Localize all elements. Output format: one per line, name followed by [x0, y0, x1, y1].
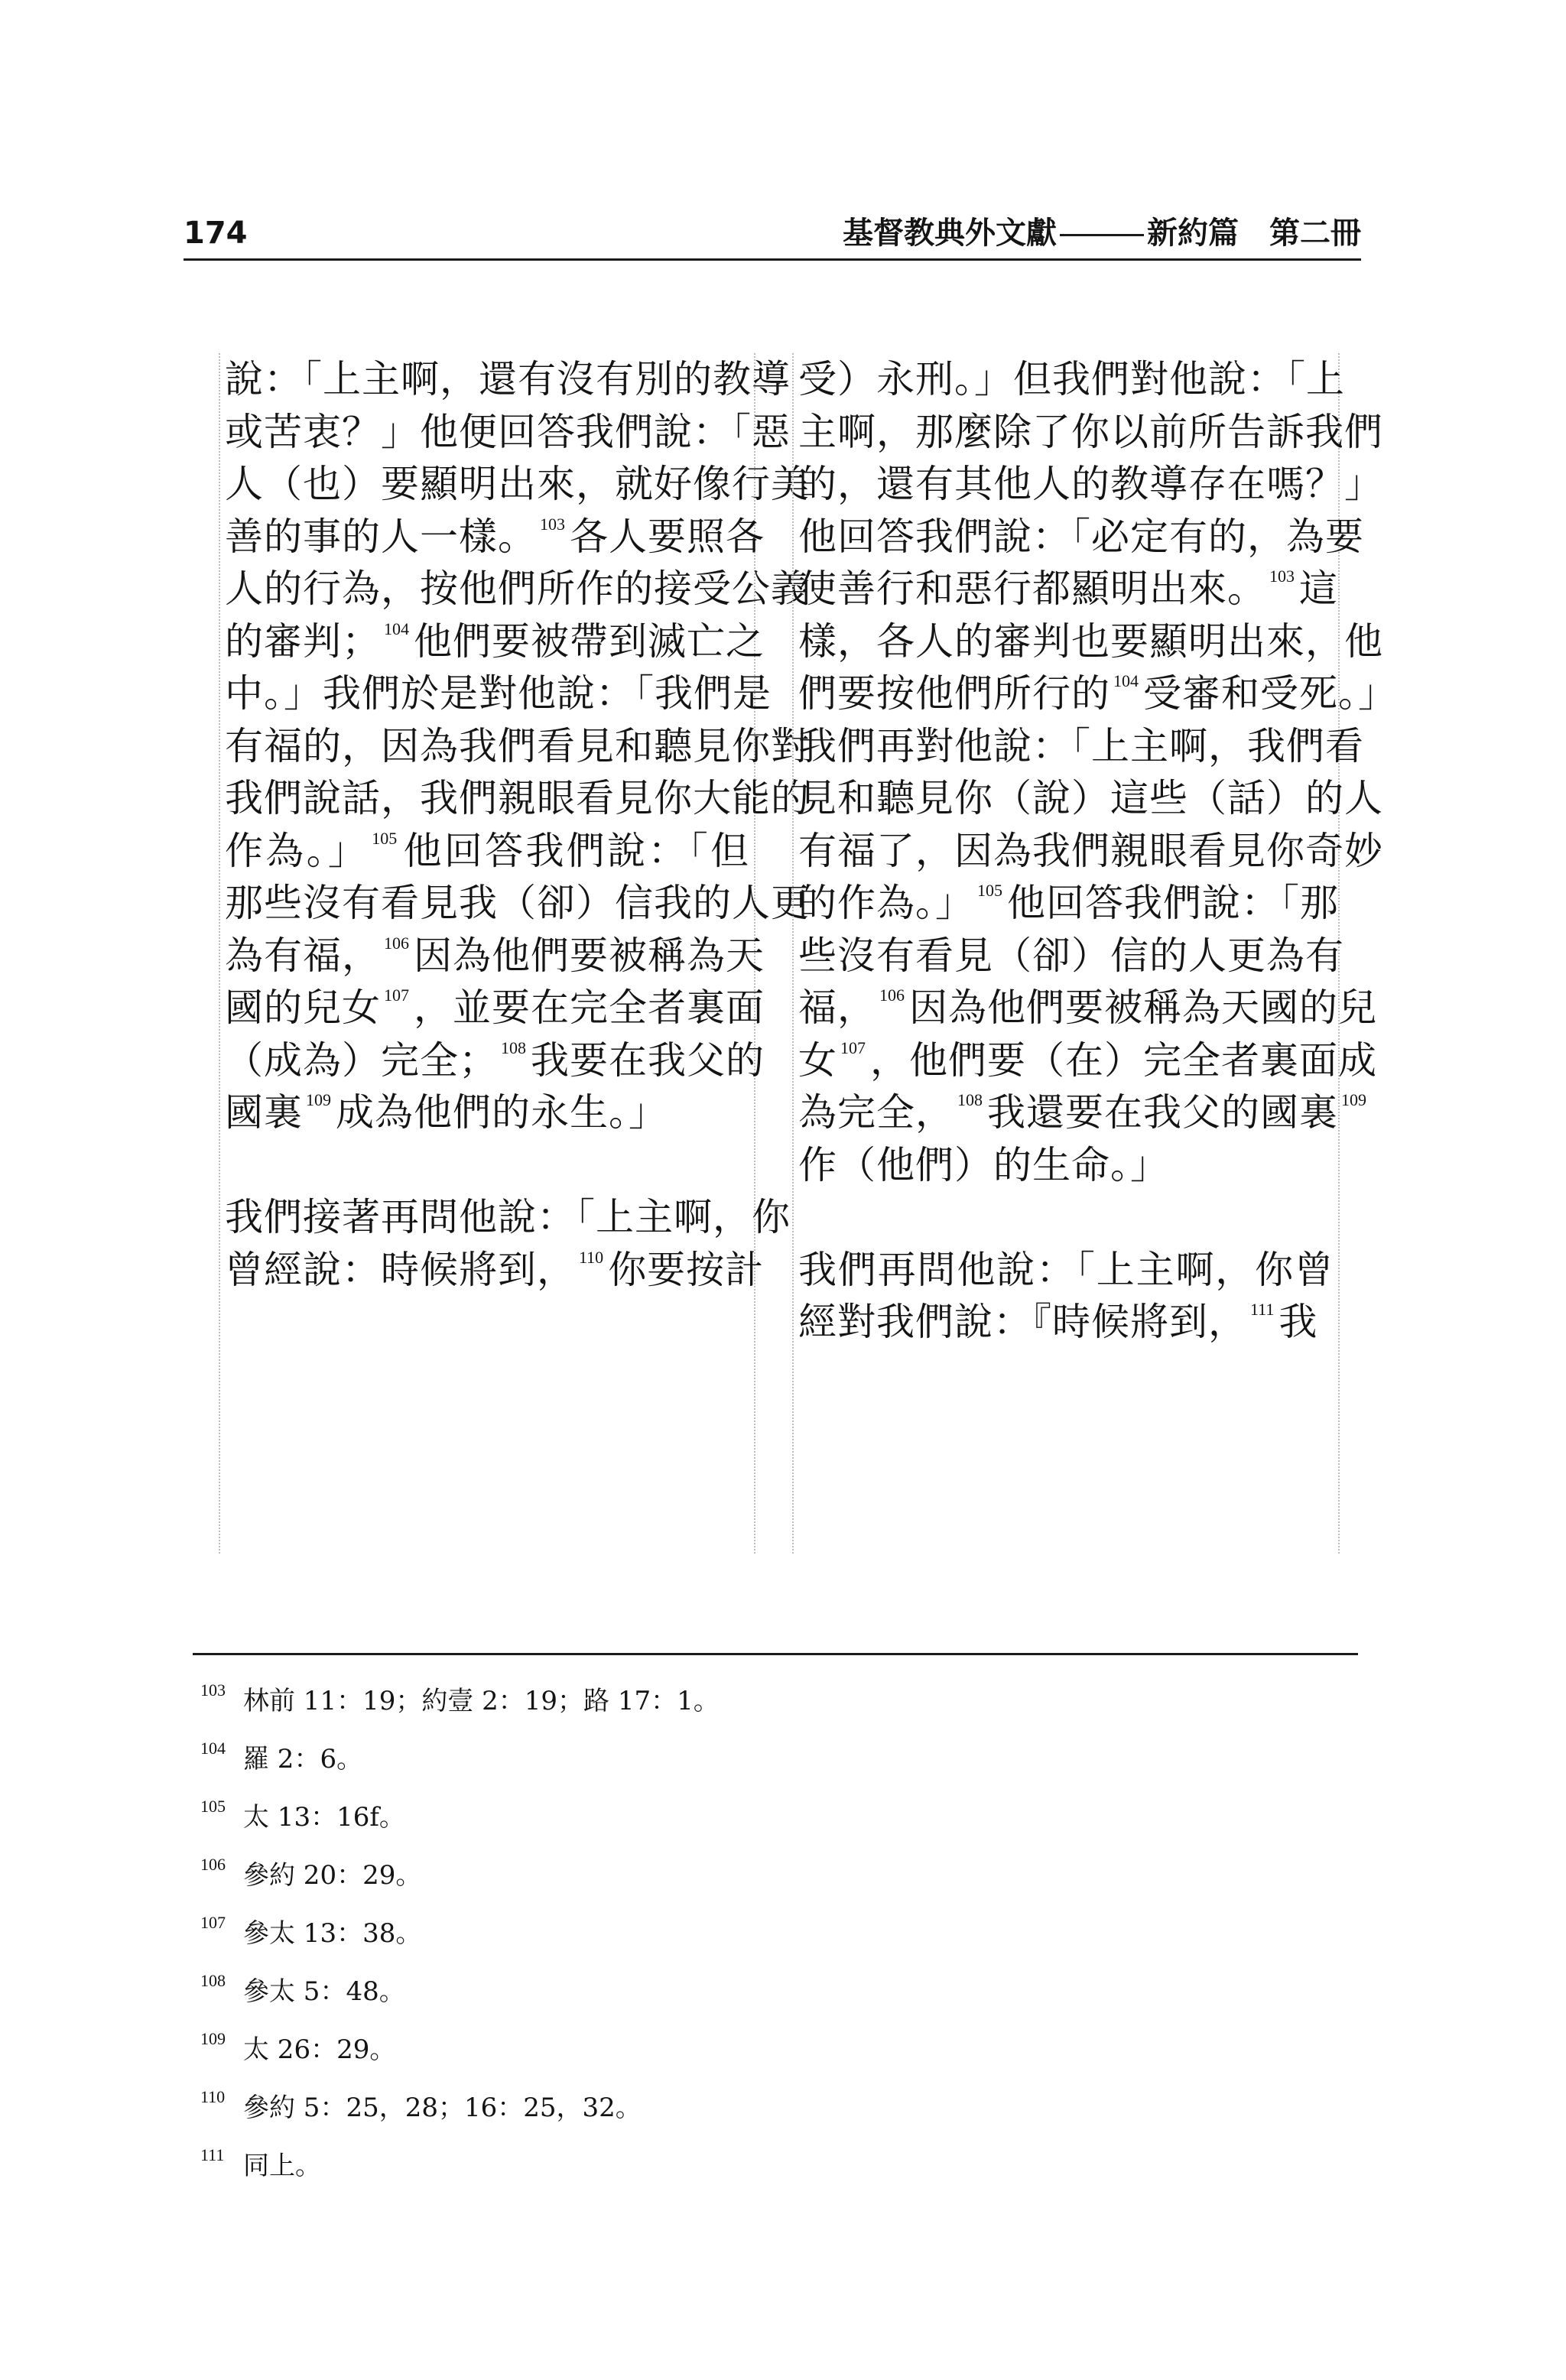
- footnote-ref: 106: [384, 933, 409, 953]
- footnote: [200, 1682, 1332, 1740]
- paragraph: [220, 1191, 791, 1296]
- text-segment: 我: [1278, 1300, 1318, 1344]
- text-line: [798, 1244, 1334, 1297]
- text-line: [225, 1244, 765, 1297]
- footnote: [200, 2031, 1332, 2089]
- text-segment: 人的行為，按他們所作的接受公義: [225, 567, 810, 611]
- footnote-number: 106: [200, 1855, 226, 1874]
- text-segment: （成為）完全；: [225, 1037, 498, 1083]
- text-segment: 曾經說：時候將到，: [225, 1247, 576, 1292]
- footnote-number: 110: [200, 2087, 226, 2106]
- text-line: [798, 406, 1383, 459]
- running-header: [184, 216, 1361, 261]
- footnote-text: 參約 20：29。: [243, 1860, 422, 1891]
- text-segment: ，他們要（在）完全者裏面成: [870, 1037, 1377, 1083]
- footnote-text: 參約 5：25，28；16：25，32。: [243, 2093, 642, 2123]
- text-line: [798, 458, 1383, 511]
- right-text-column: [792, 353, 1397, 1554]
- text-line: [798, 772, 1383, 825]
- text-line: [798, 667, 1397, 720]
- text-line: [225, 615, 765, 668]
- footnote-number: 108: [200, 1971, 226, 1990]
- text-segment: 國裏: [225, 1090, 303, 1135]
- text-line: [225, 772, 810, 825]
- text-line: [798, 1086, 1366, 1139]
- footnote-ref: 104: [384, 619, 409, 638]
- text-segment: 作（他們）的生命。」: [798, 1142, 1169, 1187]
- volume-label: 第二冊: [1269, 216, 1361, 251]
- text-segment: 的作為。」: [798, 881, 974, 925]
- text-line: [225, 1086, 749, 1139]
- text-line: [225, 825, 749, 878]
- footnote-text: 羅 2：6。: [243, 1744, 363, 1774]
- text-segment: 他回答我們說：「但: [401, 828, 750, 873]
- text-segment: 中。」我們於是對他說：「我們是: [225, 671, 772, 716]
- footnote-ref: 111: [1250, 1300, 1275, 1319]
- text-segment: 我要在我父的: [531, 1037, 765, 1083]
- footnote-ref: 108: [957, 1090, 983, 1109]
- footnote-rule: [193, 1653, 1358, 1655]
- text-segment: 受）永刑。」但我們對他說：「上: [798, 357, 1345, 401]
- text-line: [225, 1191, 791, 1244]
- text-segment: 那些沒有看見我（卻）信我的人更: [225, 881, 810, 925]
- paragraph: [220, 353, 810, 1139]
- footnote-text: 參太 5：48。: [243, 1976, 405, 2007]
- text-line: [798, 511, 1364, 563]
- text-line: [225, 982, 765, 1034]
- footnote: [200, 1914, 1332, 1973]
- text-segment: 成為他們的永生。」: [336, 1090, 668, 1135]
- text-segment: 你要按計: [608, 1247, 765, 1292]
- running-head: [843, 216, 1361, 251]
- text-segment: 他們要被帶到滅亡之: [414, 619, 765, 664]
- text-segment: 作為。」: [225, 828, 369, 873]
- footnote-number: 109: [200, 2029, 226, 2048]
- text-segment: 有福了，因為我們親眼看見你奇妙: [798, 828, 1383, 873]
- text-segment: 我們再問他說：「上主啊，你曾: [798, 1247, 1334, 1292]
- text-line: [225, 563, 810, 615]
- text-line: [225, 458, 810, 511]
- text-segment: 因為他們要被稱為天國的兒: [909, 985, 1377, 1030]
- footnote-number: 105: [200, 1797, 226, 1816]
- text-line: [798, 563, 1338, 615]
- text-segment: 受審和受死。」: [1143, 671, 1397, 716]
- footnote-ref: 110: [579, 1247, 604, 1267]
- text-line: [225, 1034, 765, 1087]
- text-segment: 人（也）要顯明出來，就好像行美: [225, 462, 810, 506]
- text-line: [798, 1034, 1377, 1087]
- footnote-ref: 108: [501, 1037, 526, 1057]
- text-segment: 們要按他們所行的: [798, 671, 1110, 716]
- footnote: [200, 2147, 1332, 2205]
- paragraph-gap: [220, 1139, 754, 1192]
- text-line: [798, 615, 1383, 668]
- footnote-ref: 109: [306, 1090, 331, 1109]
- text-segment: 有福的，因為我們看見和聽見你對: [225, 723, 810, 768]
- text-line: [225, 353, 791, 406]
- text-segment: 的，還有其他人的教導存在嗎？」: [798, 462, 1383, 506]
- footnote: [200, 1740, 1332, 1798]
- section-title: 新約篇: [1147, 216, 1239, 251]
- text-segment: 些沒有看見（卻）信的人更為有: [798, 933, 1344, 978]
- footnote-ref: 103: [1269, 567, 1295, 586]
- text-line: [798, 1296, 1334, 1349]
- text-segment: 經對我們說：『時候將到，: [798, 1300, 1247, 1344]
- footnote-list: [200, 1682, 1332, 2205]
- footnote-ref: 105: [372, 828, 398, 848]
- text-segment: 的審判；: [225, 619, 381, 664]
- footnote-number: 103: [200, 1680, 226, 1700]
- text-segment: 或苦衷？」他便回答我們說：「惡: [225, 409, 791, 454]
- text-line: [225, 667, 772, 720]
- text-segment: 樣，各人的審判也要顯明出來，他: [798, 619, 1383, 664]
- text-line: [225, 877, 810, 930]
- text-segment: 我們說話，我們親眼看見你大能的: [225, 776, 810, 820]
- text-segment: 見和聽見你（說）這些（話）的人: [798, 776, 1383, 820]
- footnote-text: 參太 13：38。: [243, 1918, 422, 1949]
- text-segment: 善的事的人一樣。: [225, 514, 537, 559]
- title-dash: [1060, 234, 1144, 236]
- text-line: [798, 720, 1364, 773]
- text-segment: 為有福，: [225, 933, 381, 978]
- left-text-column: [219, 353, 810, 1554]
- text-segment: 主啊，那麼除了你以前所告訴我們: [798, 409, 1383, 454]
- text-segment: 我還要在我父的國裏: [987, 1090, 1338, 1135]
- footnote-number: 107: [200, 1913, 226, 1932]
- footnote-ref: 104: [1113, 671, 1139, 690]
- paragraph-gap: [794, 1191, 1338, 1244]
- text-segment: 各人要照各: [570, 514, 765, 559]
- text-line: [798, 982, 1377, 1034]
- text-line: [225, 406, 791, 459]
- text-line: [225, 720, 810, 773]
- footnote-text: 同上。: [243, 2151, 321, 2181]
- text-line: [798, 1139, 1334, 1192]
- footnote: [200, 2089, 1332, 2147]
- text-segment: 他回答我們說：「必定有的，為要: [798, 514, 1364, 559]
- footnote-ref: 103: [540, 514, 565, 534]
- footnote-text: 太 26：29。: [243, 2034, 396, 2065]
- footnote-ref: 107: [840, 1037, 866, 1057]
- page-number: 174: [184, 216, 248, 251]
- text-segment: 說：「上主啊，還有沒有別的教導: [225, 357, 791, 401]
- footnote-number: 104: [200, 1739, 226, 1758]
- text-segment: ，並要在完全者裏面: [414, 985, 765, 1030]
- footnote-ref: 106: [879, 985, 905, 1005]
- text-line: [225, 930, 765, 982]
- footnote-ref: 107: [384, 985, 409, 1005]
- text-segment: 使善行和惡行都顯明出來。: [798, 567, 1266, 611]
- text-segment: 女: [798, 1037, 837, 1083]
- text-line: [798, 353, 1345, 406]
- footnote-text: 太 13：16f。: [243, 1802, 405, 1833]
- text-segment: 這: [1299, 567, 1338, 611]
- footnote-ref: 105: [977, 881, 1002, 900]
- text-segment: 國的兒女: [225, 985, 381, 1030]
- footnote-ref: 109: [1341, 1090, 1366, 1109]
- footnote-number: 111: [200, 2145, 225, 2164]
- text-segment: 因為他們要被稱為天: [414, 933, 765, 978]
- footnote: [200, 1973, 1332, 2031]
- footnote: [200, 1856, 1332, 1914]
- paragraph: [794, 353, 1397, 1191]
- paragraph: [794, 1244, 1338, 1349]
- text-segment: 他回答我們說：「那: [1007, 881, 1339, 925]
- text-line: [798, 825, 1383, 878]
- footnote-text: 林前 11：19；約壹 2：19；路 17：1。: [243, 1686, 720, 1716]
- footnote: [200, 1798, 1332, 1856]
- text-line: [798, 877, 1339, 930]
- text-segment: 福，: [798, 985, 876, 1030]
- text-line: [225, 511, 765, 563]
- text-line: [798, 930, 1344, 982]
- text-segment: 我們接著再問他說：「上主啊，你: [225, 1195, 791, 1239]
- text-segment: 為完全，: [798, 1090, 954, 1135]
- text-segment: 我們再對他說：「上主啊，我們看: [798, 723, 1364, 768]
- book-title: 基督教典外文獻: [843, 216, 1057, 251]
